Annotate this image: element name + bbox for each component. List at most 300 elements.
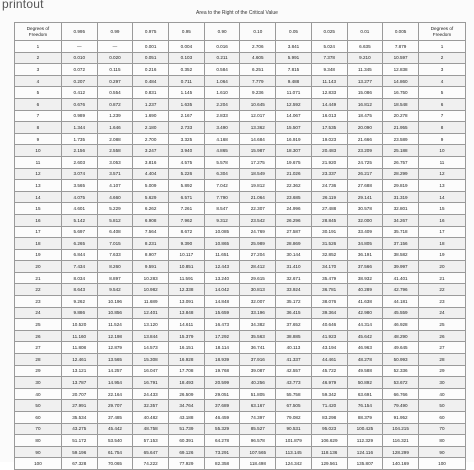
value-cell: 12.017 [240,110,276,122]
df-cell-left: 70 [15,423,62,435]
value-cell: 35.479 [311,272,347,284]
value-cell: 16.812 [347,98,383,110]
value-cell: 8.260 [97,261,133,273]
value-cell: 36.781 [311,284,347,296]
value-cell: 51.172 [61,435,97,447]
value-cell: 63.691 [347,388,383,400]
value-cell: 0.051 [133,52,169,64]
table-row [15,226,466,238]
value-cell: 0.989 [61,110,97,122]
value-cell: 13.787 [61,377,97,389]
value-cell: 16.013 [311,110,347,122]
value-cell: 0.207 [61,75,97,87]
df-cell-right: 26 [418,330,465,342]
value-cell: 3.816 [133,156,169,168]
value-cell: 118.136 [311,446,347,458]
alpha-header: 0.005 [383,23,419,41]
value-cell: 8.547 [204,203,240,215]
value-cell: 17.292 [204,330,240,342]
value-cell: 14.257 [97,365,133,377]
value-cell: 21.955 [383,122,419,134]
value-cell: 6.265 [61,238,97,250]
value-cell: 15.987 [240,145,276,157]
value-cell: 37.566 [347,261,383,273]
value-cell: 27.488 [311,203,347,215]
value-cell: 124.116 [347,446,383,458]
value-cell: 4.168 [204,133,240,145]
value-cell: 8.643 [61,284,97,296]
value-cell: 8.907 [133,249,169,261]
value-cell: 0.216 [133,64,169,76]
value-cell: 7.962 [169,214,205,226]
value-cell: 18.549 [240,168,276,180]
table-row [15,122,466,134]
value-cell: 4.075 [61,191,97,203]
value-cell: 13.848 [169,307,205,319]
value-cell: 0.211 [204,52,240,64]
df-cell-left: 3 [15,64,62,76]
df-cell-right: 17 [418,226,465,238]
value-cell: 24.996 [276,203,312,215]
value-cell: 1.145 [169,87,205,99]
value-cell: 0.711 [169,75,205,87]
value-cell: 40.113 [276,342,312,354]
value-cell: 8.897 [97,272,133,284]
df-cell-right: 90 [418,446,465,458]
value-cell: 33.924 [276,284,312,296]
value-cell: 10.196 [97,296,133,308]
df-cell-right: 18 [418,238,465,250]
value-cell: 5.892 [169,180,205,192]
value-cell: 16.047 [133,365,169,377]
df-cell-right: 24 [418,307,465,319]
value-cell: 2.558 [97,145,133,157]
df-cell-left: 11 [15,156,62,168]
df-cell-left: 5 [15,87,62,99]
value-cell: 11.524 [97,319,133,331]
value-cell: 96.578 [240,435,276,447]
value-cell: 9.390 [169,238,205,250]
value-cell: 20.090 [347,122,383,134]
df-cell-left: 16 [15,214,62,226]
value-cell: 39.087 [240,365,276,377]
table-row [15,342,466,354]
value-cell: 91.952 [383,412,419,424]
table-row [15,446,466,458]
df-cell-right: 60 [418,412,465,424]
value-cell: 74.222 [133,458,169,470]
value-cell: 7.261 [169,203,205,215]
value-cell: 15.659 [204,307,240,319]
value-cell: 38.076 [311,296,347,308]
value-cell: 69.126 [169,446,205,458]
value-cell: 6.908 [133,214,169,226]
value-cell: 18.493 [169,377,205,389]
value-cell: 106.629 [311,435,347,447]
value-cell: 61.754 [97,446,133,458]
value-cell: 34.170 [311,261,347,273]
df-cell-left: 8 [15,122,62,134]
value-cell: 4.404 [133,168,169,180]
value-cell: 7.815 [276,64,312,76]
df-cell-right: 27 [418,342,465,354]
value-cell: 45.722 [311,365,347,377]
value-cell: 21.666 [347,133,383,145]
value-cell: 42.980 [347,307,383,319]
value-cell: 128.299 [383,446,419,458]
value-cell: 64.278 [204,435,240,447]
value-cell: 118.498 [240,458,276,470]
value-cell: 6.408 [97,226,133,238]
value-cell: 28.299 [383,168,419,180]
value-cell: 59.342 [311,388,347,400]
value-cell: 6.304 [204,168,240,180]
df-cell-left: 60 [15,412,62,424]
value-cell: 46.963 [347,342,383,354]
value-cell: 38.885 [276,330,312,342]
value-cell: 52.336 [383,365,419,377]
value-cell: 2.733 [169,122,205,134]
value-cell: 10.865 [204,238,240,250]
value-cell: 10.851 [169,261,205,273]
value-cell: 20.599 [204,377,240,389]
value-cell: 37.689 [204,400,240,412]
value-cell: 46.979 [311,377,347,389]
df-cell-left: 26 [15,330,62,342]
value-cell: 104.215 [383,423,419,435]
value-cell: 46.928 [383,319,419,331]
value-cell: 43.194 [311,342,347,354]
df-cell-left: 28 [15,354,62,366]
value-cell: 42.557 [276,365,312,377]
df-header-line1: Degrees of [430,26,454,32]
value-cell: 46.459 [204,412,240,424]
df-cell-right: 40 [418,388,465,400]
value-cell: 0.412 [61,87,97,99]
value-cell: 10.645 [240,98,276,110]
value-cell: 5.229 [97,203,133,215]
value-cell: 37.916 [240,354,276,366]
value-cell: 2.833 [204,110,240,122]
value-cell: 27.587 [276,226,312,238]
value-cell: 23.542 [240,214,276,226]
value-cell: 24.433 [133,388,169,400]
value-cell: 16.928 [169,354,205,366]
value-cell: 107.565 [240,446,276,458]
value-cell: 67.328 [61,458,97,470]
value-cell: 37.652 [276,319,312,331]
value-cell: 41.638 [347,296,383,308]
value-cell: 23.337 [311,168,347,180]
value-cell: 21.064 [240,191,276,203]
value-cell: 113.145 [276,446,312,458]
df-cell-right: 16 [418,214,465,226]
value-cell: 6.262 [133,203,169,215]
value-cell: 135.807 [347,458,383,470]
value-cell: 25.188 [383,145,419,157]
value-cell: 12.401 [133,307,169,319]
table-row [15,133,466,145]
value-cell: 5.812 [97,214,133,226]
value-cell: 28.845 [311,214,347,226]
value-cell: 10.085 [204,226,240,238]
value-cell: 5.009 [133,180,169,192]
value-cell: 43.275 [61,423,97,435]
value-cell: 0.020 [97,52,133,64]
value-cell: 7.779 [240,75,276,87]
value-cell: 40.646 [311,319,347,331]
value-cell: 3.490 [204,122,240,134]
table-row [15,435,466,447]
value-cell: 0.072 [61,64,97,76]
value-cell: 53.672 [383,377,419,389]
value-cell: 34.267 [383,214,419,226]
value-cell: 32.000 [347,214,383,226]
value-cell: 140.169 [383,458,419,470]
value-cell: 16.919 [276,133,312,145]
df-cell-right: 13 [418,180,465,192]
df-cell-right: 11 [418,156,465,168]
df-cell-left: 1 [15,41,62,53]
value-cell: 29.051 [204,388,240,400]
value-cell: 31.526 [311,238,347,250]
table-body [15,41,466,470]
value-cell: 13.240 [204,272,240,284]
value-cell: 40.482 [133,412,169,424]
value-cell: 6.844 [61,249,97,261]
value-cell: 0.352 [169,64,205,76]
value-cell: 34.382 [240,319,276,331]
df-cell-left: 6 [15,98,62,110]
value-cell: 14.573 [133,342,169,354]
value-cell: 0.831 [133,87,169,99]
alpha-header: 0.995 [61,23,97,41]
df-cell-right: 20 [418,261,465,273]
table-row [15,52,466,64]
df-cell-right: 12 [418,168,465,180]
value-cell: 1.646 [97,122,133,134]
value-cell: 2.204 [204,98,240,110]
table-row [15,400,466,412]
value-cell: 53.540 [97,435,133,447]
df-cell-right: 7 [418,110,465,122]
value-cell: 44.181 [383,296,419,308]
value-cell: 6.571 [169,191,205,203]
value-cell: 9.488 [276,75,312,87]
df-cell-right: 14 [418,191,465,203]
value-cell: 5.024 [311,41,347,53]
value-cell: 2.603 [61,156,97,168]
value-cell: 5.226 [169,168,205,180]
value-cell: 1.064 [204,75,240,87]
table-row [15,238,466,250]
value-cell: 12.198 [97,330,133,342]
value-cell: 41.337 [276,354,312,366]
value-cell: 35.172 [276,296,312,308]
df-cell-right: 19 [418,249,465,261]
table-row [15,75,466,87]
value-cell: 33.196 [240,307,276,319]
value-cell: 14.067 [276,110,312,122]
alpha-header: 0.025 [311,23,347,41]
value-cell: 100.425 [347,423,383,435]
value-cell: 41.923 [311,330,347,342]
value-cell: 7.042 [204,180,240,192]
value-cell: 14.042 [204,284,240,296]
df-cell-left: 27 [15,342,62,354]
value-cell: 35.534 [61,412,97,424]
value-cell: 13.362 [240,122,276,134]
value-cell: 9.542 [97,284,133,296]
table-row [15,203,466,215]
value-cell: 12.338 [169,284,205,296]
value-cell: 9.210 [347,52,383,64]
value-cell: 29.141 [347,191,383,203]
value-cell: 1.239 [97,110,133,122]
df-cell-left: 19 [15,249,62,261]
value-cell: 0.554 [97,87,133,99]
value-cell: 43.188 [169,412,205,424]
value-cell: 0.004 [169,41,205,53]
table-row [15,180,466,192]
value-cell: 32.852 [311,249,347,261]
value-cell: 36.741 [240,342,276,354]
value-cell: 27.204 [240,249,276,261]
table-row [15,388,466,400]
value-cell: 37.485 [97,412,133,424]
value-cell: 27.991 [61,400,97,412]
value-cell: 36.415 [276,307,312,319]
value-cell: 1.635 [169,98,205,110]
value-cell: 7.434 [61,261,97,273]
table-row [15,168,466,180]
value-cell: 2.088 [97,133,133,145]
value-cell: 15.379 [169,330,205,342]
value-cell: 40.289 [347,284,383,296]
df-header-line2: Freedom [28,31,48,37]
value-cell: 10.283 [133,272,169,284]
value-cell: 4.865 [204,145,240,157]
df-cell-right: 1 [418,41,465,53]
value-cell: 10.597 [383,52,419,64]
df-cell-left: 21 [15,272,62,284]
value-cell: 124.342 [276,458,312,470]
value-cell: 17.708 [169,365,205,377]
value-cell: 42.796 [383,284,419,296]
value-cell: 22.164 [97,388,133,400]
value-cell: 88.379 [347,412,383,424]
value-cell: 32.357 [133,400,169,412]
value-cell: 22.362 [276,180,312,192]
value-cell: 0.484 [133,75,169,87]
value-cell: 0.103 [169,52,205,64]
value-cell: 19.768 [204,365,240,377]
value-cell: 7.633 [97,249,133,261]
value-cell: 17.535 [311,122,347,134]
value-cell: 13.091 [169,296,205,308]
value-cell: 3.841 [276,41,312,53]
df-cell-right: 30 [418,377,465,389]
chi-square-table [14,22,466,470]
value-cell: 5.629 [133,191,169,203]
value-cell: 13.121 [61,365,97,377]
value-cell: 30.191 [311,226,347,238]
df-header-right [418,23,465,41]
value-cell: 50.993 [383,354,419,366]
table-row [15,156,466,168]
value-cell: 23.209 [347,145,383,157]
value-cell: 79.490 [383,400,419,412]
value-cell: 3.247 [133,145,169,157]
df-cell-left: 40 [15,388,62,400]
value-cell: 49.588 [347,365,383,377]
value-cell: 71.420 [311,400,347,412]
value-cell: 30.144 [276,249,312,261]
df-header-line2: Freedom [432,31,452,37]
value-cell: 79.082 [276,412,312,424]
value-cell: 26.757 [383,156,419,168]
value-cell: 18.548 [383,98,419,110]
alpha-header: 0.05 [276,23,312,41]
value-cell: 15.308 [133,354,169,366]
value-cell: 43.773 [276,377,312,389]
value-cell: 55.329 [204,423,240,435]
value-cell: 9.262 [61,296,97,308]
value-cell: 8.231 [133,238,169,250]
df-cell-left: 15 [15,203,62,215]
table-row [15,330,466,342]
table-row [15,412,466,424]
df-cell-left: 12 [15,168,62,180]
df-cell-left: 9 [15,133,62,145]
df-cell-left: 30 [15,377,62,389]
table-row [15,377,466,389]
value-cell: 36.191 [347,249,383,261]
value-cell: 12.838 [383,64,419,76]
value-cell: 18.475 [347,110,383,122]
value-cell: 83.298 [311,412,347,424]
value-cell: 29.819 [383,180,419,192]
value-cell: 11.808 [61,342,97,354]
value-cell: 21.026 [276,168,312,180]
value-cell: 32.801 [383,203,419,215]
value-cell: 9.312 [204,214,240,226]
table-row [15,87,466,99]
value-cell: 7.790 [204,191,240,203]
table-row [15,458,466,470]
value-cell: 9.886 [61,307,97,319]
value-cell: 0.676 [61,98,97,110]
table-row [15,214,466,226]
df-cell-right: 5 [418,87,465,99]
value-cell: 48.758 [133,423,169,435]
value-cell: 90.531 [276,423,312,435]
df-cell-right: 80 [418,435,465,447]
value-cell: 31.319 [383,191,419,203]
value-cell: 26.296 [276,214,312,226]
table-row [15,41,466,53]
df-cell-right: 22 [418,284,465,296]
df-cell-left: 29 [15,365,62,377]
value-cell: 23.685 [276,191,312,203]
value-cell: 11.591 [169,272,205,284]
df-cell-right: 2 [418,52,465,64]
table-row [15,307,466,319]
value-cell: 11.689 [133,296,169,308]
value-cell: 38.582 [383,249,419,261]
value-cell: 14.611 [169,319,205,331]
value-cell: 11.345 [347,64,383,76]
